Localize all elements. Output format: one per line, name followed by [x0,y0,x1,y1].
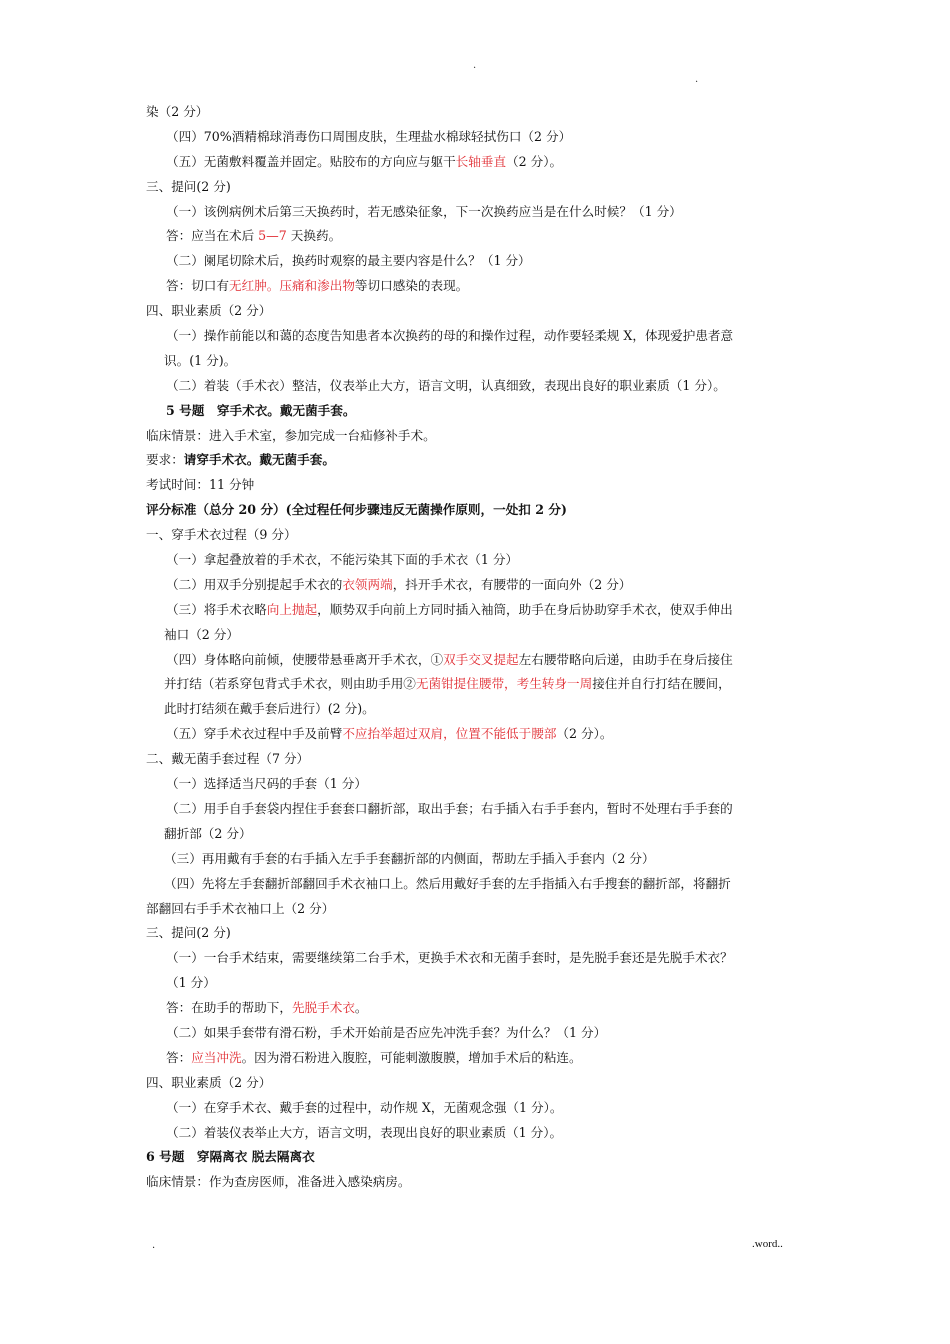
text-span: 四、职业素质（2 分） [146,1074,272,1090]
text-span: （三）再用戴有手套的右手插入左手手套翻折部的内侧面，帮助左手插入手套内（2 分） [164,850,655,866]
text-line [146,100,810,125]
text-line [146,274,810,299]
text-span: 6 号题 穿隔离衣 脱去隔离衣 [146,1149,315,1165]
text-span: 。因为滑石粉进入腹腔，可能刺激腹膜，增加手术后的粘连。 [241,1049,582,1065]
text-span: ，抖开手术衣，有腰带的一面向外（2 分） [392,576,632,592]
text-line [146,1071,810,1096]
text-span: （一）在穿手术衣、戴手套的过程中，动作规 X，无菌观念强（1 分）。 [166,1099,563,1115]
text-line [146,349,810,374]
text-line [146,498,810,523]
text-line [146,399,810,424]
highlight-text: 衣领两端 [342,576,393,592]
text-span: （四）70%酒精棉球消毒伤口周围皮肤，生理盐水棉球轻拭伤口（2 分） [166,128,572,144]
text-span: 评分标准（总分 20 分）(全过程任何步骤违反无菌操作原则，一处扣 2 分) [146,502,567,518]
text-line [146,872,810,897]
highlight-text: 先脱手术衣 [291,1000,355,1016]
text-line [146,747,810,772]
text-span: 四、职业素质（2 分） [146,303,272,319]
header-dot-right: . [695,74,699,85]
text-line [146,424,810,449]
text-span: ，顺势双手向前上方同时插入袖筒，助手在身后协助穿手术衣，使双手伸出 [317,601,733,617]
text-span: 三、提问(2 分) [146,925,231,941]
text-span: （一）选择适当尺码的手套（1 分） [166,776,367,792]
text-line [146,448,810,473]
highlight-text: 长轴垂直 [455,153,507,169]
text-line [146,921,810,946]
text-span: 此时打结须在戴手套后进行）(2 分)。 [164,701,375,717]
text-span: （2 分）。 [556,726,613,742]
text-span: （二）着装（手术衣）整洁，仪表举止大方，语言文明，认真细致，表现出良好的职业素质（1 分）。 [166,377,726,393]
text-span: （五）无菌敷料覆盖并固定。贴胶布的方向应与躯干 [166,153,456,169]
text-span: 临床情景：作为查房医师，准备进入感染病房。 [146,1174,411,1190]
text-line [146,797,810,822]
text-line [146,175,810,200]
text-line [146,623,810,648]
text-span: 请穿手术衣。戴无菌手套。 [183,452,335,468]
text-line [146,1170,810,1195]
text-line [146,648,810,673]
text-span: 识。(1 分)。 [164,352,237,368]
text-line [146,473,810,498]
text-line [146,847,810,872]
text-line [146,1121,810,1146]
text-span: 等切口感染的表现。 [354,278,469,294]
text-span: （一）一台手术结束，需要继续第二台手术，更换手术衣和无菌手套时，是先脱手套还是先脱手术衣？ [166,950,733,966]
text-line [146,224,810,249]
text-span: （1 分） [166,975,216,991]
text-line [146,299,810,324]
text-span: 染（2 分） [146,104,209,119]
text-span: （一）操作前能以和蔼的态度告知患者本次换药的母的和操作过程，动作要轻柔规 X，体现爱护患者意 [166,328,734,344]
text-span: 5 号题 穿手术衣。戴无菌手套。 [166,402,356,418]
text-span: 左右腰带略向后递，由助手在身后接住 [518,651,733,667]
text-span: （二）用手自手套袋内捏住手套套口翻折部，取出手套；右手插入右手手套内，暂时不处理右手手套的 [166,800,733,816]
highlight-text: 双手交叉提起 [443,651,519,667]
text-line [146,374,810,399]
text-span: 袖口（2 分） [164,626,239,642]
text-span: 一、穿手术衣过程（9 分） [146,527,297,543]
text-line [146,996,810,1021]
text-span: 翻折部（2 分） [164,825,252,841]
text-line [146,672,810,697]
text-span: 三、提问(2 分) [146,178,231,194]
text-span: （二）着装仪表举止大方，语言文明，表现出良好的职业素质（1 分）。 [166,1124,563,1140]
text-line [146,772,810,797]
text-span: （四）先将左手套翻折部翻回手术衣袖口上。然后用戴好手套的左手指插入右手搜套的翻折部，将翻折 [164,875,731,891]
text-line [146,573,810,598]
text-line [146,1145,810,1170]
text-span: （四）身体略向前倾，使腰带悬垂离开手术衣，① [166,651,444,667]
text-span: （2 分）。 [506,153,563,169]
highlight-text: 不应抬举超过双肩，位置不能低于腰部 [342,726,557,742]
text-line [146,150,810,175]
text-span: 临床情景：进入手术室，参加完成一台疝修补手术。 [146,427,436,443]
text-span: （五）穿手术衣过程中手及前臂 [166,726,343,742]
text-line [146,946,810,971]
highlight-text: 应当冲洗 [191,1049,242,1065]
text-line [146,249,810,274]
highlight-text: 5—7 [258,228,287,244]
highlight-text: 向上抛起 [266,601,318,617]
text-line [146,200,810,225]
text-span: 要求： [146,452,184,468]
text-line [146,822,810,847]
text-line [146,1021,810,1046]
text-span: 答： [166,1049,192,1065]
text-span: 答：在助手的帮助下， [166,1000,292,1016]
text-span: （二）阑尾切除术后，换药时观察的最主要内容是什么？（1 分） [166,253,531,269]
text-line [146,722,810,747]
document-body [146,100,810,1195]
text-line [146,697,810,722]
text-line [146,548,810,573]
header-dot-left: . [473,60,477,71]
text-span: 二、戴无菌手套过程（7 分） [146,751,310,767]
text-line [146,1046,810,1071]
text-span: （一）拿起叠放着的手术衣，不能污染其下面的手术衣（1 分） [166,552,519,568]
text-span: 答：切口有 [166,278,229,294]
text-span: 考试时间：11 分钟 [146,477,255,493]
text-span: 答：应当在术后 [166,228,259,244]
text-span: 。 [354,1000,368,1016]
text-line [146,598,810,623]
text-span: 部翻回右手手术衣袖口上（2 分） [146,900,335,916]
footer-dot: . [152,1240,156,1251]
text-line [146,324,810,349]
text-span: （三）将手术衣略 [166,601,267,617]
text-span: 并打结（若系穿包背式手术衣，则由助手用② [164,676,416,692]
text-span: （一）该例病例术后第三天换药时，若无感染征象，下一次换药应当是在什么时候？（1 分） [166,203,682,219]
highlight-text: 无菌钳提住腰带，考生转身一周 [415,676,593,692]
text-span: 天换药。 [286,228,342,244]
text-line [146,523,810,548]
text-line [146,897,810,922]
text-span: 接住并自行打结在腰间， [592,676,731,692]
footer-word-mark: .word.. [752,1238,783,1250]
text-line [146,971,810,996]
text-line [146,125,810,150]
text-span: （二）用双手分别提起手术衣的 [166,576,343,592]
text-span: （二）如果手套带有滑石粉，手术开始前是否应先冲洗手套？为什么？（1 分） [166,1024,607,1040]
text-line [146,1096,810,1121]
highlight-text: 无红肿。压痛和渗出物 [228,278,355,294]
